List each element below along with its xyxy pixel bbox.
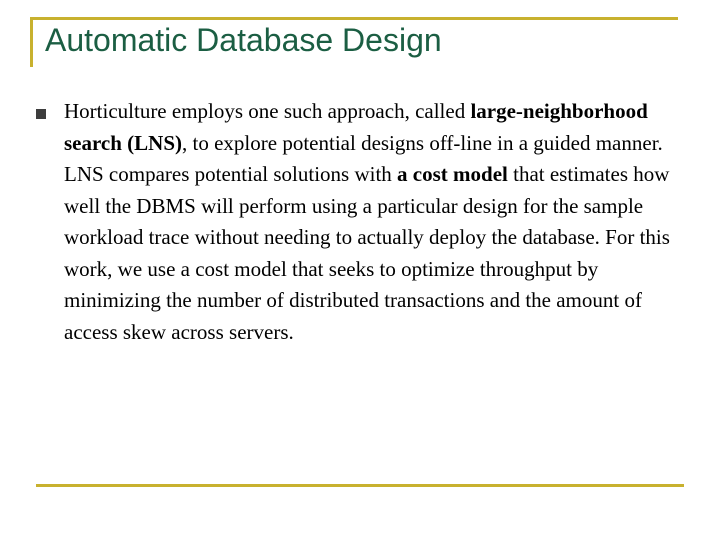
bullet-text-segment: that estimates how well the DBMS will perform using a particular design for the sample workload trace without needing to actually deploy the database. For this work, we use a cost model that seeks to optimize throughput by minimizing the number of distributed transactions and the amount of access skew across servers.: [64, 162, 670, 344]
bullet-text-segment: Horticulture employs one such approach, called: [64, 99, 471, 123]
bullet-text-segment: , to explore potential designs off-line in a guided manner. LNS compares potential solutions with: [64, 130, 663, 186]
title-accent-bar-top: [30, 17, 678, 20]
bullet-text-bold-lns: large-neighborhood search (LNS): [64, 99, 648, 155]
title-accent-bar-left: [30, 17, 33, 67]
square-bullet-icon: [36, 109, 46, 119]
bullet-text-bold-cost-model: a cost model: [397, 162, 508, 186]
bullet-text: [64, 96, 696, 348]
slide-title: Automatic Database Design: [45, 22, 442, 58]
bottom-accent-bar: [36, 484, 684, 487]
